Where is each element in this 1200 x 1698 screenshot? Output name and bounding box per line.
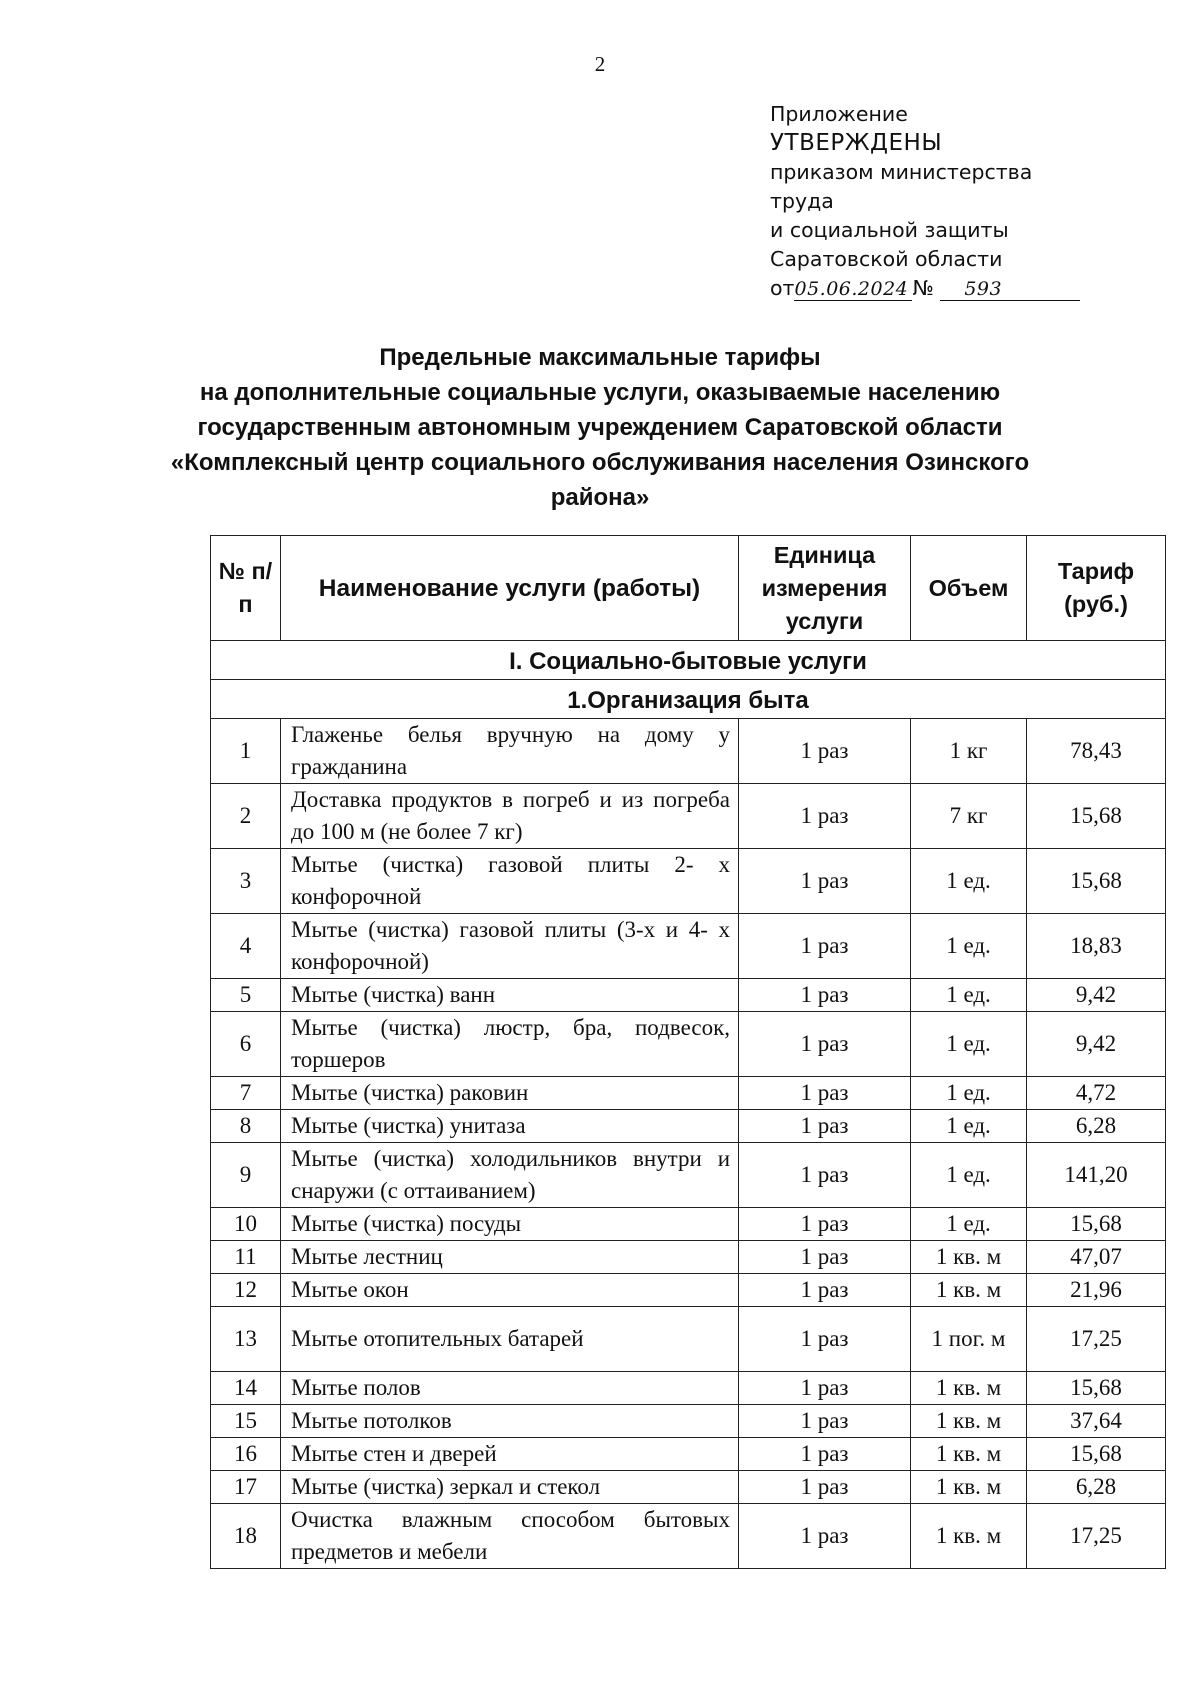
- row-tariff: 15,68: [1027, 849, 1166, 914]
- table-row: [211, 1274, 1166, 1307]
- row-unit: 1 раз: [739, 1405, 911, 1438]
- row-unit: 1 раз: [739, 1438, 911, 1471]
- table-row: [211, 1307, 1166, 1372]
- row-num: 5: [211, 979, 281, 1012]
- table-row: [211, 1471, 1166, 1504]
- row-num: 13: [211, 1307, 281, 1372]
- row-tariff: 47,07: [1027, 1241, 1166, 1274]
- row-tariff: 21,96: [1027, 1274, 1166, 1307]
- row-volume: 1 ед.: [911, 914, 1027, 979]
- row-volume: 1 кв. м: [911, 1241, 1027, 1274]
- row-tariff: 141,20: [1027, 1143, 1166, 1208]
- row-tariff: 78,43: [1027, 719, 1166, 784]
- table-row: [211, 1143, 1166, 1208]
- approval-appendix: Приложение: [770, 102, 908, 126]
- row-volume: 1 ед.: [911, 1143, 1027, 1208]
- row-unit: 1 раз: [739, 849, 911, 914]
- row-service-name: Доставка продуктов в погреб и из погреба до 100 м (не более 7 кг): [281, 784, 739, 849]
- number-label: №: [912, 276, 934, 300]
- row-num: 8: [211, 1110, 281, 1143]
- row-num: 12: [211, 1274, 281, 1307]
- header-num: № п/п: [211, 536, 281, 641]
- row-service-name: Мытье (чистка) унитаза: [281, 1110, 739, 1143]
- row-tariff: 4,72: [1027, 1077, 1166, 1110]
- table-row: [211, 1208, 1166, 1241]
- header-volume: Объем: [911, 536, 1027, 641]
- row-service-name: Мытье (чистка) газовой плиты (3-х и 4- х конфорочной): [281, 914, 739, 979]
- row-unit: 1 раз: [739, 1274, 911, 1307]
- row-unit: 1 раз: [739, 1208, 911, 1241]
- row-tariff: 6,28: [1027, 1471, 1166, 1504]
- row-service-name: Мытье (чистка) газовой плиты 2- х конфорочной: [281, 849, 739, 914]
- row-volume: 1 кв. м: [911, 1471, 1027, 1504]
- table-row: [211, 1405, 1166, 1438]
- table-row: [211, 1110, 1166, 1143]
- row-volume: 1 кв. м: [911, 1274, 1027, 1307]
- row-unit: 1 раз: [739, 1307, 911, 1372]
- row-service-name: Глаженье белья вручную на дому у гражданина: [281, 719, 739, 784]
- row-num: 10: [211, 1208, 281, 1241]
- row-num: 1: [211, 719, 281, 784]
- row-tariff: 17,25: [1027, 1307, 1166, 1372]
- approval-order-by: приказом министерства труда: [770, 160, 1033, 213]
- row-tariff: 15,68: [1027, 1372, 1166, 1405]
- title-line-3: государственным автономным учреждением Саратовской области: [197, 414, 1003, 441]
- row-unit: 1 раз: [739, 914, 911, 979]
- table-row: [211, 1077, 1166, 1110]
- row-service-name: Мытье полов: [281, 1372, 739, 1405]
- row-volume: 7 кг: [911, 784, 1027, 849]
- row-service-name: Мытье (чистка) зеркал и стекол: [281, 1471, 739, 1504]
- row-service-name: Мытье стен и дверей: [281, 1438, 739, 1471]
- subsection-title: 1.Организация быта: [567, 687, 809, 714]
- row-unit: 1 раз: [739, 1241, 911, 1274]
- page-number: 2: [594, 52, 606, 76]
- row-service-name: Мытье окон: [281, 1274, 739, 1307]
- row-tariff: 9,42: [1027, 1012, 1166, 1077]
- row-volume: 1 ед.: [911, 979, 1027, 1012]
- row-num: 17: [211, 1471, 281, 1504]
- row-num: 6: [211, 1012, 281, 1077]
- table-row: [211, 719, 1166, 784]
- header-unit: Единица измерения услуги: [739, 536, 911, 641]
- table-row: [211, 914, 1166, 979]
- tariff-table: [210, 535, 1166, 1569]
- row-volume: 1 кг: [911, 719, 1027, 784]
- row-tariff: 6,28: [1027, 1110, 1166, 1143]
- row-service-name: Мытье лестниц: [281, 1241, 739, 1274]
- row-volume: 1 ед.: [911, 849, 1027, 914]
- table-header-row: [211, 536, 1166, 641]
- table-row: [211, 1504, 1166, 1569]
- table-row: [211, 1241, 1166, 1274]
- row-unit: 1 раз: [739, 719, 911, 784]
- row-unit: 1 раз: [739, 1012, 911, 1077]
- row-volume: 1 кв. м: [911, 1438, 1027, 1471]
- handwritten-date: 05.06.2024: [794, 278, 912, 301]
- row-unit: 1 раз: [739, 1110, 911, 1143]
- row-num: 3: [211, 849, 281, 914]
- approval-approved: УТВЕРЖДЕНЫ: [770, 130, 943, 156]
- table-row: [211, 1438, 1166, 1471]
- row-volume: 1 ед.: [911, 1110, 1027, 1143]
- title-line-2: на дополнительные социальные услуги, оказываемые населению: [199, 379, 1001, 406]
- row-volume: 1 кв. м: [911, 1405, 1027, 1438]
- title-line-5: района»: [550, 484, 650, 511]
- row-num: 18: [211, 1504, 281, 1569]
- row-service-name: Мытье (чистка) люстр, бра, подвесок, торшеров: [281, 1012, 739, 1077]
- row-tariff: 15,68: [1027, 784, 1166, 849]
- row-tariff: 9,42: [1027, 979, 1166, 1012]
- section-row: [211, 641, 1166, 680]
- row-service-name: Мытье отопительных батарей: [281, 1307, 739, 1372]
- row-service-name: Мытье (чистка) посуды: [281, 1208, 739, 1241]
- table-row: [211, 784, 1166, 849]
- row-service-name: Мытье (чистка) раковин: [281, 1077, 739, 1110]
- section-title: I. Социально-бытовые услуги: [509, 648, 867, 675]
- row-unit: 1 раз: [739, 1077, 911, 1110]
- table-row: [211, 1012, 1166, 1077]
- row-num: 4: [211, 914, 281, 979]
- row-tariff: 18,83: [1027, 914, 1166, 979]
- row-num: 11: [211, 1241, 281, 1274]
- row-tariff: 15,68: [1027, 1208, 1166, 1241]
- row-volume: 1 ед.: [911, 1077, 1027, 1110]
- approval-ministry: и социальной защиты: [770, 218, 1009, 242]
- approval-order-line: [770, 274, 1090, 303]
- row-volume: 1 ед.: [911, 1012, 1027, 1077]
- header-name: Наименование услуги (работы): [281, 536, 739, 641]
- row-volume: 1 кв. м: [911, 1504, 1027, 1569]
- from-label: от: [770, 276, 795, 300]
- row-num: 14: [211, 1372, 281, 1405]
- row-unit: 1 раз: [739, 979, 911, 1012]
- row-unit: 1 раз: [739, 1471, 911, 1504]
- row-num: 7: [211, 1077, 281, 1110]
- row-num: 16: [211, 1438, 281, 1471]
- row-service-name: Очистка влажным способом бытовых предметов и мебели: [281, 1504, 739, 1569]
- row-tariff: 15,68: [1027, 1438, 1166, 1471]
- row-num: 15: [211, 1405, 281, 1438]
- row-num: 2: [211, 784, 281, 849]
- approval-block: [770, 100, 1090, 303]
- row-volume: 1 кв. м: [911, 1372, 1027, 1405]
- row-volume: 1 пог. м: [911, 1307, 1027, 1372]
- row-unit: 1 раз: [739, 784, 911, 849]
- row-unit: 1 раз: [739, 1504, 911, 1569]
- header-tariff: Тариф (руб.): [1027, 536, 1166, 641]
- approval-region: Саратовской области: [770, 247, 1003, 271]
- table-row: [211, 1372, 1166, 1405]
- row-tariff: 17,25: [1027, 1504, 1166, 1569]
- subsection-row: [211, 680, 1166, 719]
- table-row: [211, 849, 1166, 914]
- row-unit: 1 раз: [739, 1372, 911, 1405]
- row-tariff: 37,64: [1027, 1405, 1166, 1438]
- row-unit: 1 раз: [739, 1143, 911, 1208]
- title-line-4: «Комплексный центр социального обслуживания населения Озинского: [170, 449, 1030, 476]
- row-num: 9: [211, 1143, 281, 1208]
- document-title: [100, 340, 1100, 515]
- row-volume: 1 ед.: [911, 1208, 1027, 1241]
- row-service-name: Мытье (чистка) ванн: [281, 979, 739, 1012]
- row-service-name: Мытье потолков: [281, 1405, 739, 1438]
- table-row: [211, 979, 1166, 1012]
- title-line-1: Предельные максимальные тарифы: [379, 344, 821, 371]
- handwritten-number: 593: [940, 278, 1080, 301]
- row-service-name: Мытье (чистка) холодильников внутри и снаружи (с оттаиванием): [281, 1143, 739, 1208]
